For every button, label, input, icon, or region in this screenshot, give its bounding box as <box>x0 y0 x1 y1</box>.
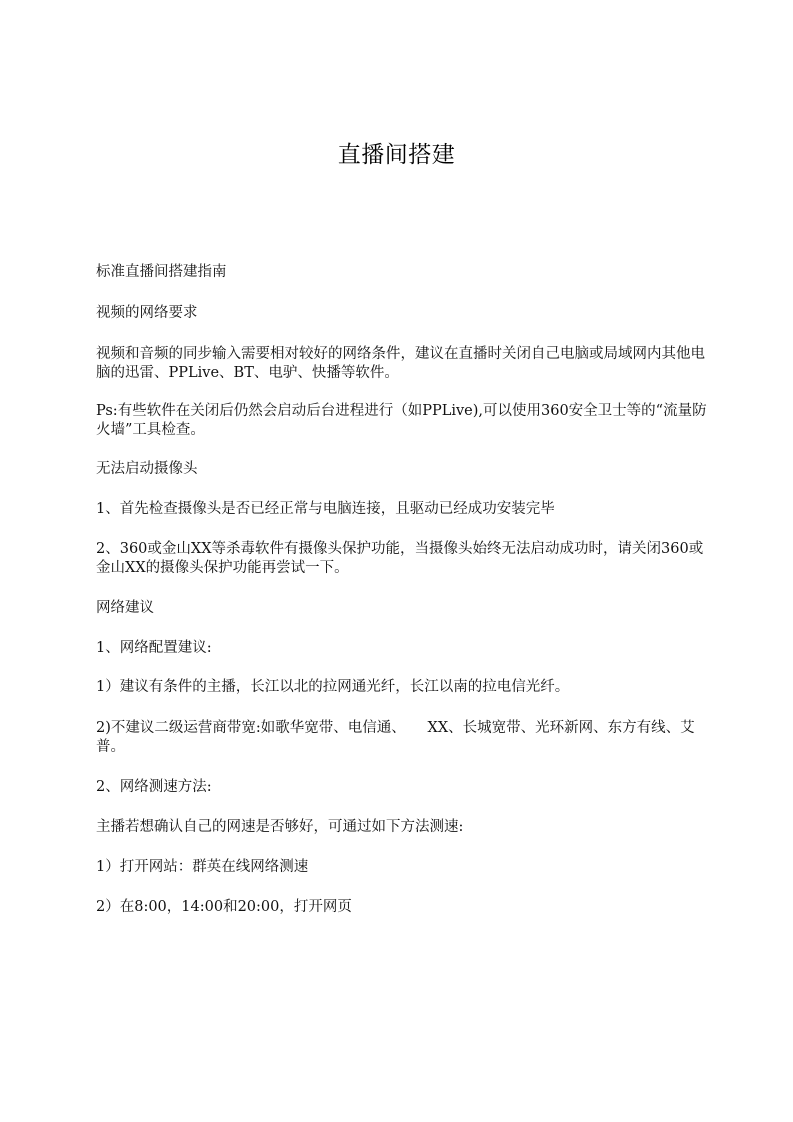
paragraph-network-advice-heading: 网络建议 <box>96 600 154 616</box>
paragraph-speed-test-intro: 主播若想确认自己的网速是否够好，可通过如下方法测速: <box>96 819 464 835</box>
paragraph-network-config-2: 2)不建议二级运营商带宽:如歌华宽带、电信通、 XX、长城宽带、光环新网、东方有线、艾普。 <box>96 720 695 755</box>
paragraph-network-requirements: 视频和音频的同步输入需要相对较好的网络条件，建议在直播时关闭自己电脑或局域网内其他电脑的迅雷、PPLive、BT、电驴、快播等软件。 <box>96 346 705 381</box>
paragraph-camera-step-1: 1、首先检查摄像头是否已经正常与电脑连接，且驱动已经成功安装完毕 <box>96 501 555 517</box>
paragraph-speed-test-heading: 2、网络测速方法: <box>96 779 212 795</box>
paragraph-speed-test-step-1: 1）打开网站：群英在线网络测速 <box>96 859 309 875</box>
paragraph-camera-step-2: 2、360或金山XX等杀毒软件有摄像头保护功能，当摄像头始终无法启动成功时，请关闭360或金山XX的摄像头保护功能再尝试一下。 <box>96 541 704 576</box>
document-title: 直播间搭建 <box>337 142 456 168</box>
paragraph-speed-test-step-2: 2）在8:00，14:00和20:00，打开网页 <box>96 899 352 915</box>
paragraph-ps-note: Ps:有些软件在关闭后仍然会启动后台进程进行（如PPLive),可以使用360安全卫士等的“流量防火墙”工具检查。 <box>96 403 707 438</box>
paragraph-network-config-heading: 1、网络配置建议: <box>96 640 212 656</box>
paragraph-network-requirements-heading: 视频的网络要求 <box>96 305 198 321</box>
paragraph-network-config-1: 1）建议有条件的主播，长江以北的拉网通光纤，长江以南的拉电信光纤。 <box>96 679 570 695</box>
paragraph-camera-heading: 无法启动摄像头 <box>96 461 198 477</box>
paragraph-guide-heading: 标准直播间搭建指南 <box>96 264 227 280</box>
